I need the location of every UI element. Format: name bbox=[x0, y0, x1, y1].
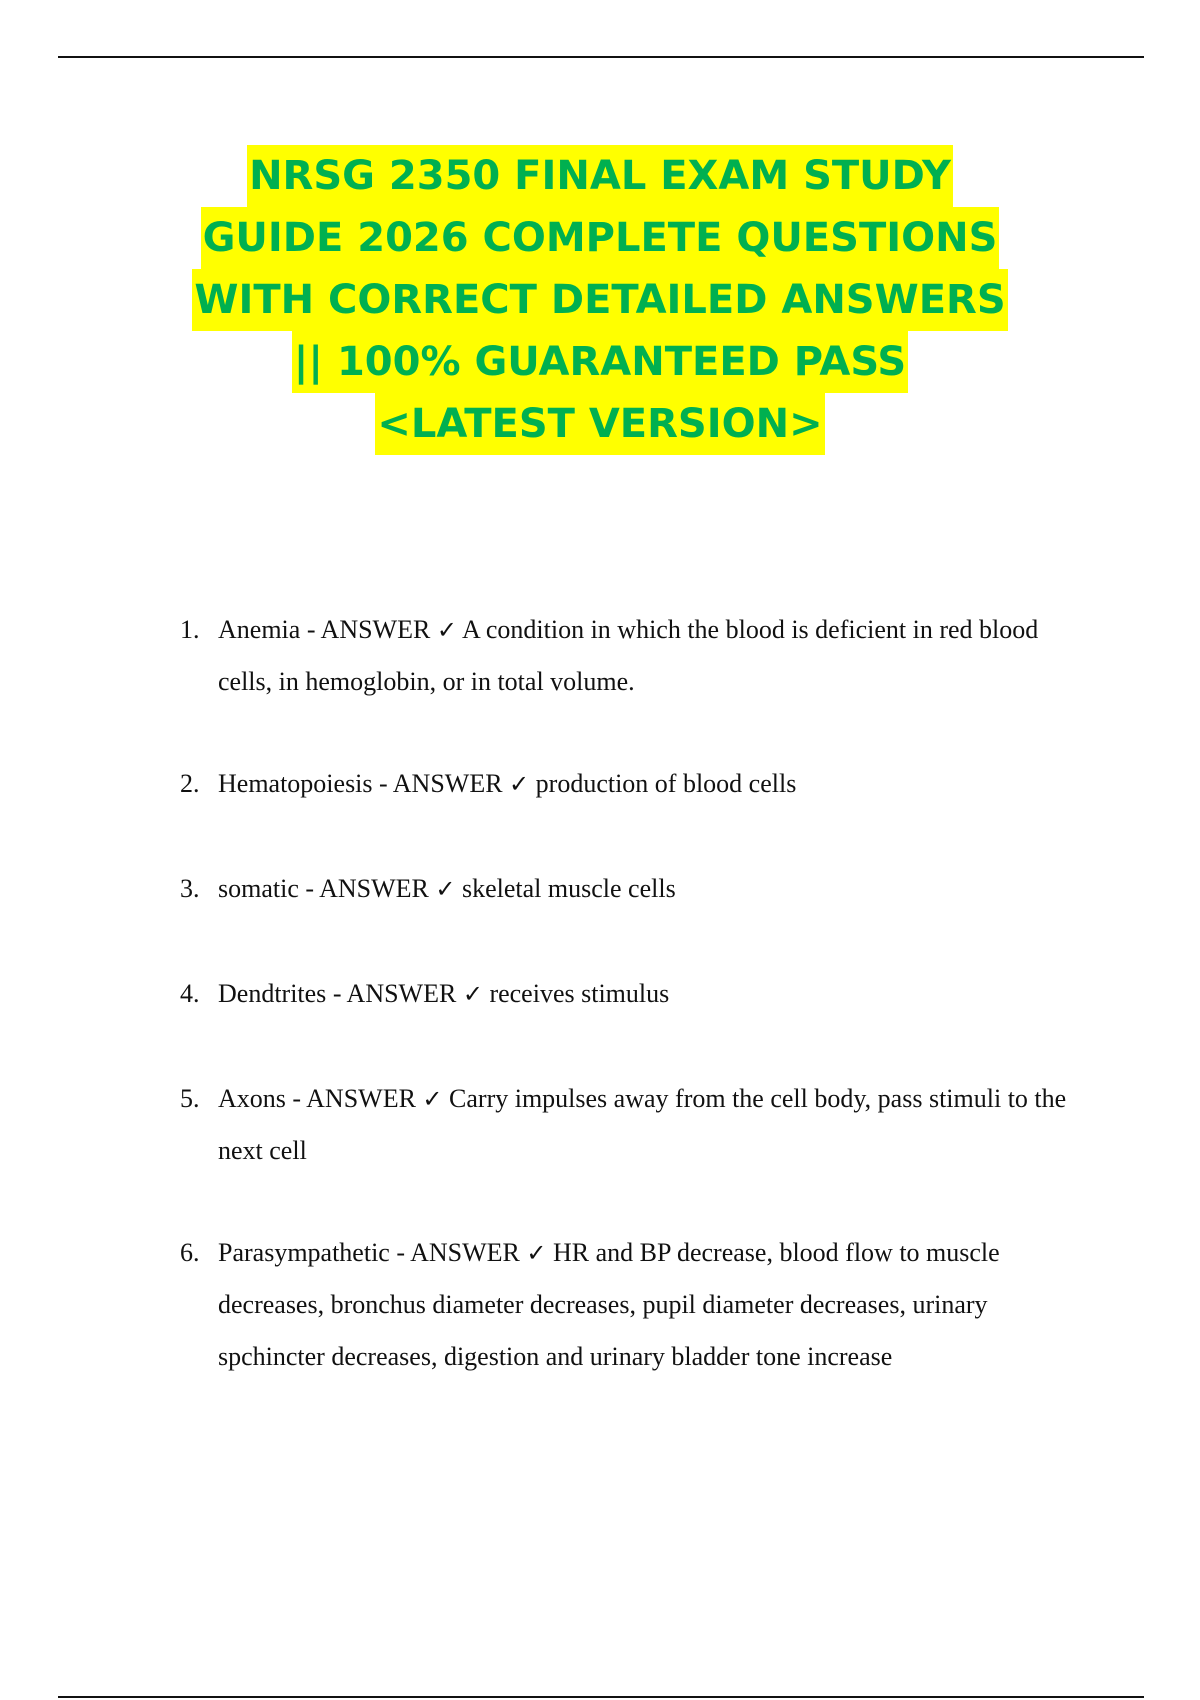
term: Axons bbox=[218, 1084, 286, 1113]
title-line-3: WITH CORRECT DETAILED ANSWERS bbox=[192, 269, 1007, 331]
answer-text: receives stimulus bbox=[489, 979, 670, 1008]
term: Anemia bbox=[218, 615, 301, 644]
item-number: 2. bbox=[180, 769, 200, 798]
qa-item-parasympathetic: 6. Parasympathetic - ANSWER ✓ HR and BP decrease, blood flow to muscle decreases, bronchus diameter decreases, pupil diameter decreases, urinary spchincter decreases, digestion and urinary bladder tone increase bbox=[180, 1227, 1080, 1383]
answer-label: ANSWER bbox=[392, 769, 503, 798]
item-number: 4. bbox=[180, 979, 200, 1008]
title-line-4: || 100% GUARANTEED PASS bbox=[292, 331, 908, 393]
qa-item-hematopoiesis: 2. Hematopoiesis - ANSWER ✓ production of blood cells bbox=[180, 758, 1080, 810]
check-icon: ✓ bbox=[436, 616, 457, 644]
answer-label: ANSWER bbox=[320, 615, 431, 644]
title-line-5: <LATEST VERSION> bbox=[375, 393, 824, 455]
check-icon: ✓ bbox=[462, 980, 483, 1008]
answer-text: A condition in which the blood is deficient in red blood cells, in hemoglobin, or in total volume. bbox=[218, 615, 1039, 696]
answer-label: ANSWER bbox=[306, 1084, 416, 1113]
term: Dendtrites bbox=[218, 979, 327, 1008]
check-icon: ✓ bbox=[435, 875, 456, 903]
term: Hematopoiesis bbox=[218, 769, 373, 798]
item-number: 6. bbox=[180, 1238, 200, 1267]
item-number: 5. bbox=[180, 1084, 200, 1113]
item-number: 3. bbox=[180, 874, 200, 903]
qa-item-anemia: 1. Anemia - ANSWER ✓ A condition in which the blood is deficient in red blood cells, in hemoglobin, or in total volume. bbox=[180, 604, 1080, 708]
answer-text: production of blood cells bbox=[535, 769, 797, 798]
title-line-1: NRSG 2350 FINAL EXAM STUDY bbox=[247, 145, 953, 207]
title-line-2: GUIDE 2026 COMPLETE QUESTIONS bbox=[201, 207, 1000, 269]
item-number: 1. bbox=[180, 615, 200, 644]
answer-label: ANSWER bbox=[319, 874, 429, 903]
check-icon: ✓ bbox=[422, 1085, 443, 1113]
document-title bbox=[0, 145, 1200, 455]
qa-item-dendtrites: 4. Dendtrites - ANSWER ✓ receives stimulus bbox=[180, 968, 1080, 1020]
check-icon: ✓ bbox=[509, 770, 530, 798]
check-icon: ✓ bbox=[526, 1239, 547, 1267]
bottom-rule bbox=[58, 1696, 1144, 1698]
answer-label: ANSWER bbox=[346, 979, 457, 1008]
top-rule bbox=[58, 56, 1144, 58]
term: somatic bbox=[218, 874, 299, 903]
term: Parasympathetic bbox=[218, 1238, 390, 1267]
qa-item-somatic: 3. somatic - ANSWER ✓ skeletal muscle cells bbox=[180, 863, 1080, 915]
answer-text: Carry impulses away from the cell body, pass stimuli to the next cell bbox=[218, 1084, 1067, 1165]
answer-text: skeletal muscle cells bbox=[462, 874, 676, 903]
answer-text: HR and BP decrease, blood flow to muscle decreases, bronchus diameter decreases, pupil diameter decreases, urinary spchincter decreases, digestion and urinary bladder tone increase bbox=[218, 1238, 1000, 1371]
answer-label: ANSWER bbox=[410, 1238, 520, 1267]
qa-item-axons: 5. Axons - ANSWER ✓ Carry impulses away from the cell body, pass stimuli to the next cell bbox=[180, 1073, 1080, 1177]
qa-list bbox=[180, 604, 1080, 1383]
